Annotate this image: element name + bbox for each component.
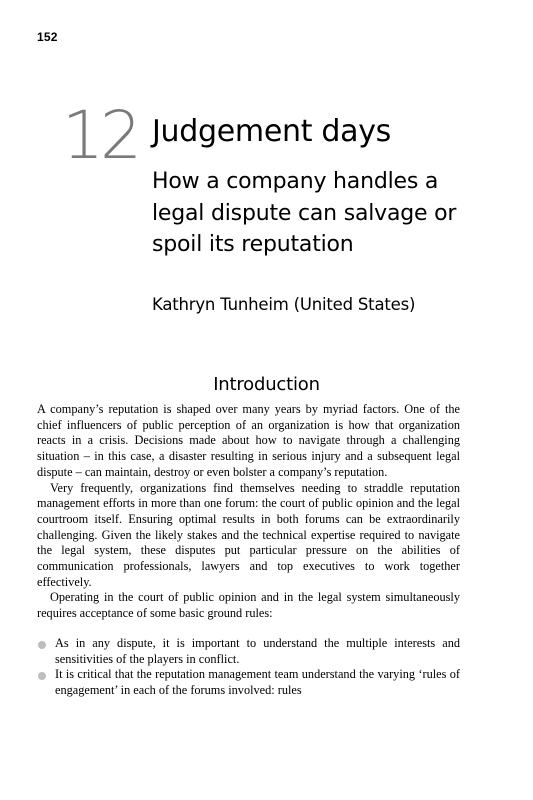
bullet-list	[37, 636, 460, 699]
chapter-title: Judgement days	[152, 114, 392, 149]
paragraph: Very frequently, organizations find themselves needing to straddle reputation management efforts in more than one forum: the court of public opinion and the legal courtroom itself. Ensuring optimal results in both forums can be extraordinarily challenging. Given the likely stakes and the technical expertise required to navigate the legal system, these disputes put particular pressure on the abilities of communication professionals, lawyers and top executives to work together effectively.	[37, 480, 460, 589]
page-number: 152	[37, 30, 58, 44]
bullet-text: It is critical that the reputation management team understand the varying ‘rules of engagement’ in each of the forums involved: rules	[55, 667, 460, 697]
body-text	[37, 402, 460, 699]
chapter-subtitle: How a company handles a legal dispute can salvage or spoil its reputation	[152, 169, 457, 257]
chapter-number: 12	[62, 97, 138, 174]
bullet-dot-icon	[38, 641, 46, 649]
chapter-author: Kathryn Tunheim (United States)	[152, 295, 416, 314]
bullet-item	[37, 667, 460, 698]
paragraph: A company’s reputation is shaped over many years by myriad factors. One of the chief influencers of public perception of an organization is how that organization reacts in a crisis. Decisions made about how to navigate through a challenging situation – in this case, a disaster resulting in serious injury and a subsequent legal dispute – can maintain, destroy or even bolster a company’s reputation.	[37, 402, 460, 479]
paragraph: Operating in the court of public opinion and in the legal system simultaneously requires acceptance of some basic ground rules:	[37, 590, 460, 621]
bullet-text: As in any dispute, it is important to understand the multiple interests and sensitivities of the players in conflict.	[55, 635, 460, 666]
bullet-dot-icon	[38, 672, 46, 680]
bullet-item	[37, 636, 460, 667]
section-heading: Introduction	[213, 374, 320, 395]
